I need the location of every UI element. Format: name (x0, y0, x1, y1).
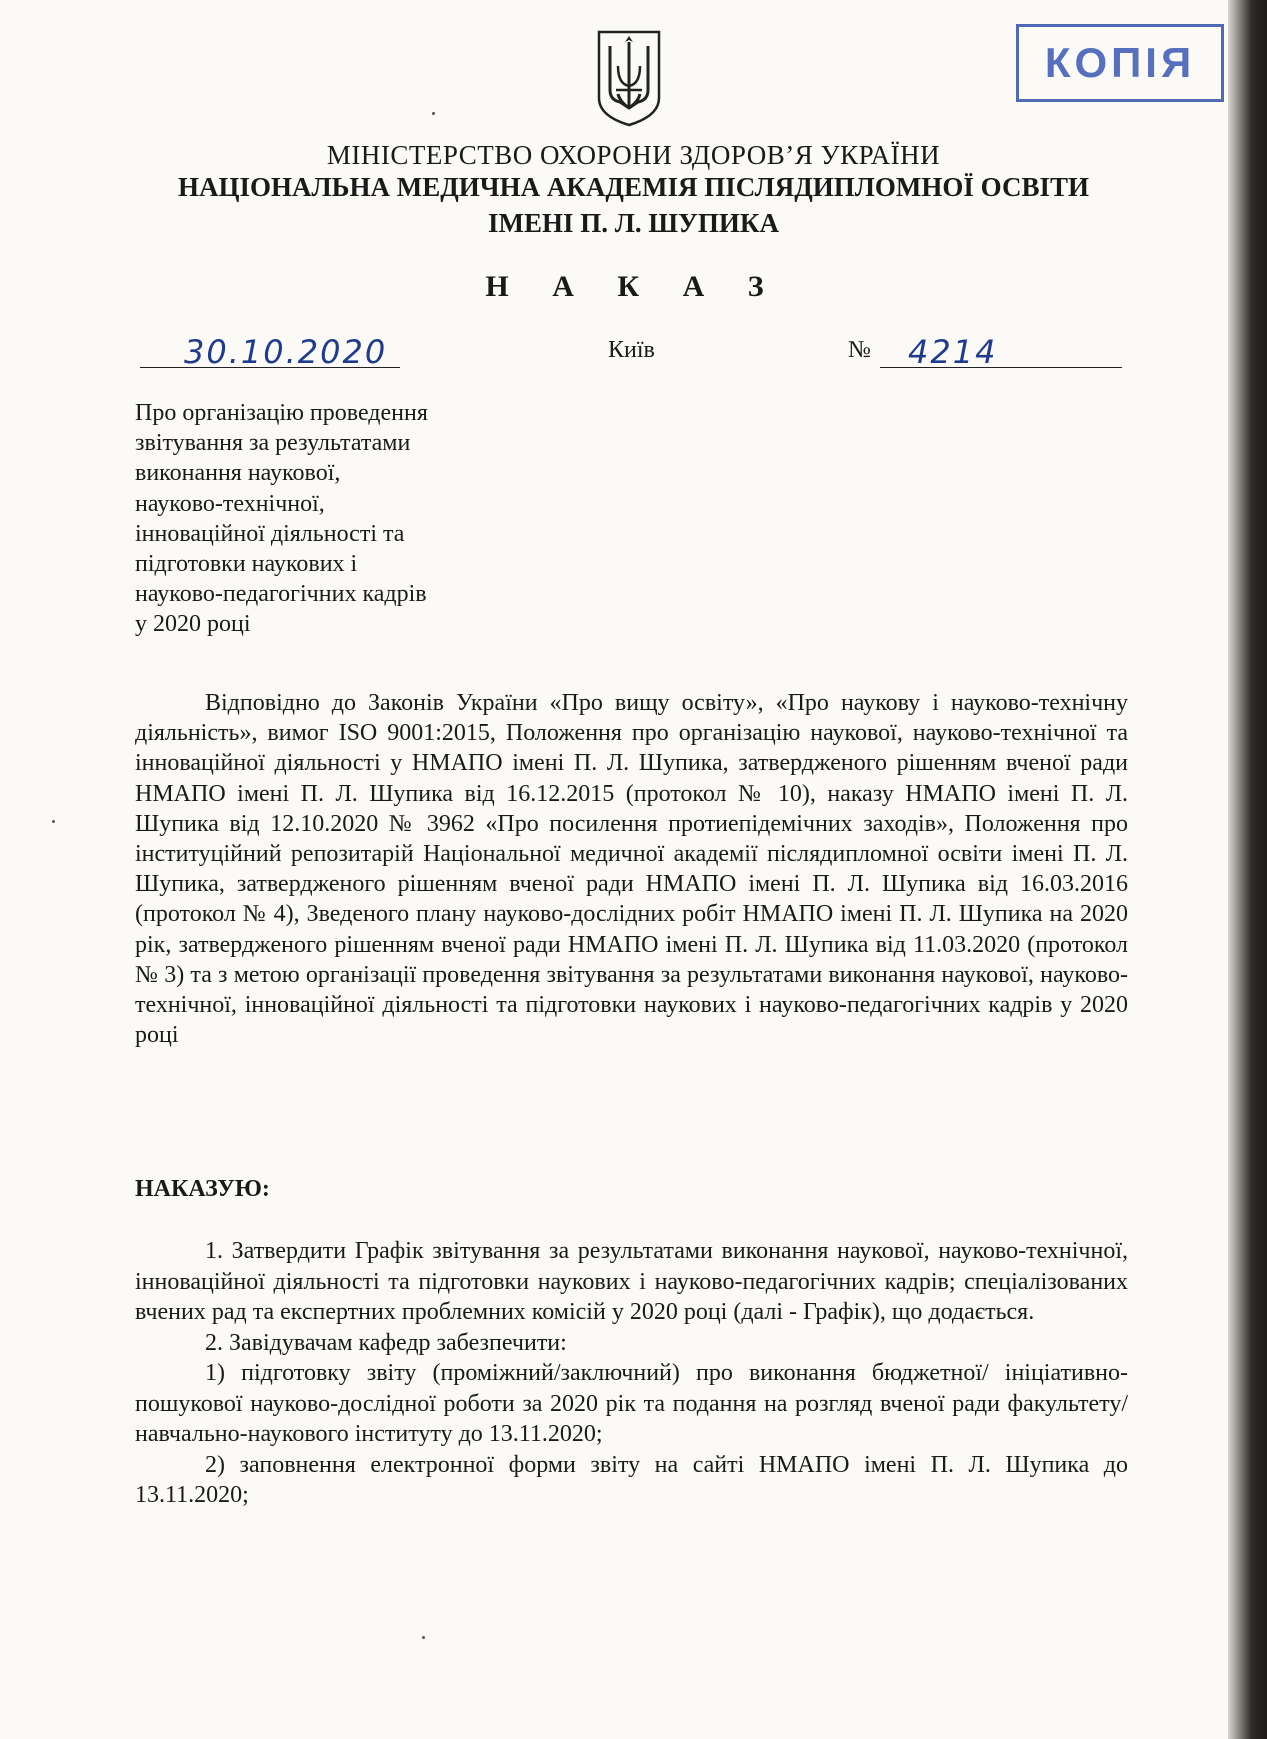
academy-name-line1: НАЦІОНАЛЬНА МЕДИЧНА АКАДЕМІЯ ПІСЛЯДИПЛОМНОЇ ОСВІТИ (177, 172, 1089, 202)
preamble-section (135, 688, 1128, 1050)
date-field (140, 333, 400, 371)
subject-line: науково-педагогічних кадрів (135, 581, 427, 608)
order-items (135, 1236, 1128, 1511)
ministry-name: МІНІСТЕРСТВО ОХОРОНИ ЗДОРОВ’Я УКРАЇНИ (326, 140, 941, 170)
scan-edge-shadow (1228, 0, 1267, 1739)
subject-line: науково-технічної, (135, 490, 325, 517)
order-item: 1. Затвердити Графік звітування за результатами виконання наукової, науково-технічної, інноваційної діяльності та підготовки наукових і науково-педагогічних кадрів; спеціалізованих вчених рад та експертних проблемних комісій у 2020 році (далі - Графік), що додається. (135, 1238, 1128, 1325)
subject-line: звітування за результатами (135, 430, 411, 457)
subject-line: Про організацію проведення (135, 400, 428, 426)
document-type-title: Н А К А З (485, 270, 782, 303)
subject-line: виконання наукової, (135, 460, 341, 487)
order-subject (135, 398, 515, 640)
order-heading: НАКАЗУЮ: (135, 1176, 270, 1202)
preamble-paragraph: Відповідно до Законів України «Про вищу освіту», «Про наукову і науково-технічну діяльність», вимог ISO 9001:2015, Положення про організацію наукової, науково-технічної та інноваційної діяльності у НМАПО імені П. Л. Шупика, затвердженого рішенням вченої ради НМАПО імені П. Л. Шупика від 16.12.2015 (протокол № 10), наказу НМАПО імені П. Л. Шупика від 12.10.2020 № 3962 «Про посилення протиепідемічних заходів», Положення про інституційний репозитарій Національної медичної академії післядипломної освіти імені П. Л. Шупика, затвердженого рішенням вченої ради НМАПО імені П. Л. Шупика від 16.03.2016 (протокол № 4), Зведеного плану науково-дослідних робіт НМАПО імені П. Л. Шупика на 2020 рік, затвердженого рішенням вченої ради НМАПО імені П. Л. Шупика від 11.03.2020 (протокол № 3) та з метою організації проведення звітування за результатами виконання наукової, науково-технічної, інноваційної діяльності та підготовки наукових і науково-педагогічних кадрів у 2020 році (135, 690, 1128, 1049)
academy-name-line2: ІМЕНІ П. Л. ШУПИКА (488, 208, 779, 238)
order-item: 2) заповнення електронної форми звіту на сайті НМАПО імені П. Л. Шупика до 13.11.2020; (135, 1451, 1128, 1508)
coat-of-arms-icon (594, 28, 664, 128)
city: Київ (608, 337, 655, 363)
order-item: 2. Завідувачам кафедр забезпечити: (205, 1329, 567, 1356)
subject-line: підготовки наукових і (135, 551, 358, 578)
order-number-field (880, 333, 1122, 371)
copy-stamp: КОПІЯ (1016, 24, 1224, 102)
subject-line: інноваційної діяльності та (135, 520, 405, 547)
order-item: 1) підготовку звіту (проміжний/заключний) про виконання бюджетної/ ініціативно-пошукової науково-дослідної роботи за 2020 рік та подання на розгляд вченої ради факультету/навчально-наукового інституту до 13.11.2020; (135, 1360, 1128, 1447)
handwritten-date: 30.10.2020 (184, 333, 388, 371)
handwritten-order-number: 4214 (908, 333, 998, 371)
scan-speck (52, 820, 55, 823)
subject-line: у 2020 році (135, 611, 251, 638)
number-sign: № (848, 337, 871, 363)
scan-speck (422, 1636, 425, 1639)
scan-speck (432, 112, 435, 115)
